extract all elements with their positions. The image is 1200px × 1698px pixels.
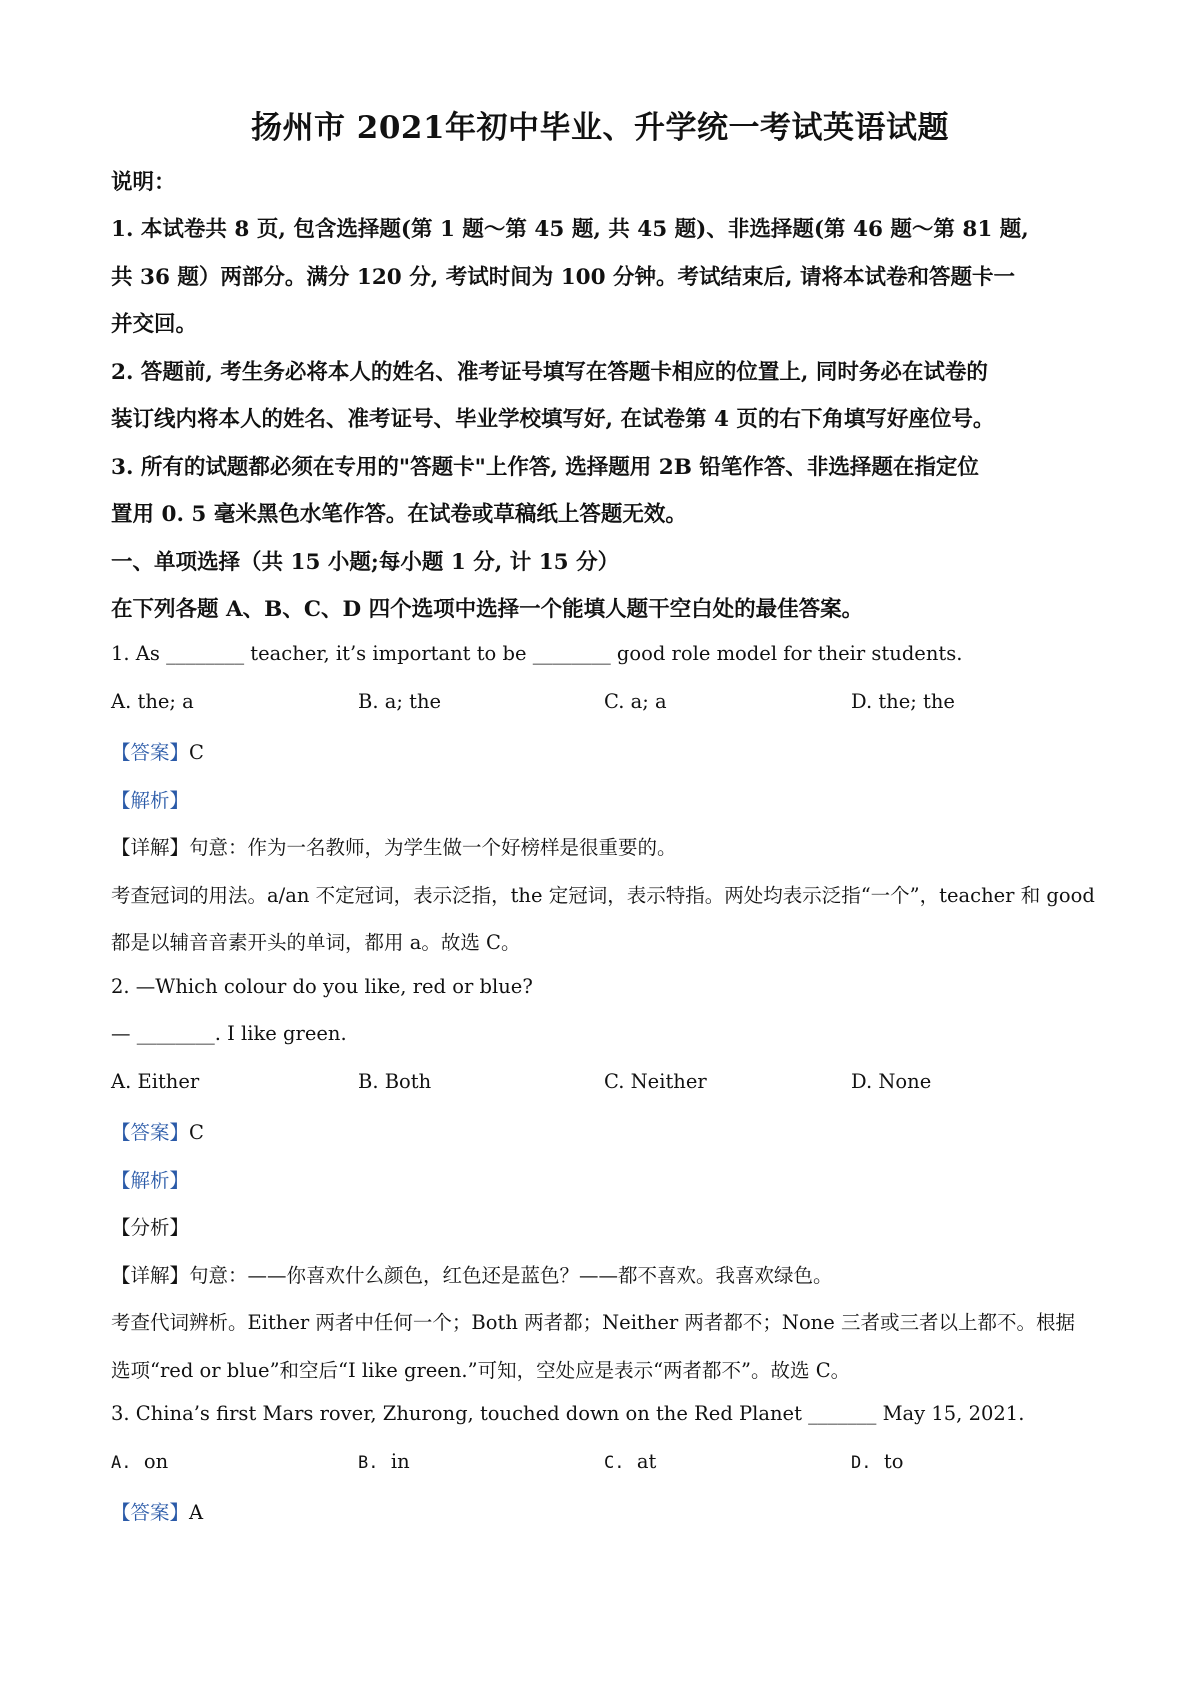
q2-fenxi: 【分析】 <box>111 1216 190 1239</box>
instruction-line: 置用 0. 5 毫米黑色水笔作答。在试卷或草稿纸上答题无效。 <box>111 502 687 527</box>
option-text: on <box>143 1450 169 1473</box>
q2-option-d: D. None <box>851 1070 932 1093</box>
q2-answer <box>111 1117 204 1145</box>
q2-option-b: B. Both <box>358 1070 432 1093</box>
instructions-heading: 说明： <box>111 170 176 195</box>
q2-explanation: 选项“red or blue”和空后“I like green.”可知，空处应是表示“两者都不”。故选 C。 <box>111 1359 851 1382</box>
q1-option-d: D. the; the <box>851 690 955 713</box>
q1-option-a: A. the; a <box>111 690 194 713</box>
q1-option-c: C. a; a <box>604 690 667 713</box>
q2-analysis-tag: 【解析】 <box>111 1169 190 1192</box>
section-direction: 在下列各题 A、B、C、D 四个选项中选择一个能填人题干空白处的最佳答案。 <box>111 597 864 622</box>
q1-analysis-tag: 【解析】 <box>111 789 190 812</box>
q3-answer <box>111 1497 203 1525</box>
option-letter: A. <box>111 1453 132 1473</box>
instruction-line: 共 36 题）两部分。满分 120 分, 考试时间为 100 分钟。考试结束后, 请将本试卷和答题卡一 <box>111 265 1016 290</box>
answer-value: A <box>189 1501 204 1524</box>
answer-tag: 【答案】 <box>111 1501 190 1524</box>
question-3-stem: 3. China’s first Mars rover, Zhurong, touched down on the Red Planet _______ May 15, 2021. <box>111 1402 1025 1425</box>
question-2-stem: 2. —Which colour do you like, red or blue? <box>111 975 533 998</box>
q2-option-c: C. Neither <box>604 1070 707 1093</box>
option-letter: C. <box>604 1453 625 1473</box>
q1-explanation: 考查冠词的用法。a/an 不定冠词，表示泛指，the 定冠词，表示特指。两处均表示泛指“一个”，teacher 和 good <box>111 884 1095 907</box>
q1-detail: 【详解】句意：作为一名教师，为学生做一个好榜样是很重要的。 <box>111 836 677 859</box>
option-text: to <box>883 1450 904 1473</box>
option-letter: D. <box>851 1453 872 1473</box>
q3-option-b <box>358 1450 410 1473</box>
option-text: at <box>636 1450 657 1473</box>
answer-value: C <box>189 741 204 764</box>
instruction-line: 3. 所有的试题都必须在专用的"答题卡"上作答, 选择题用 2B 铅笔作答、非选择题在指定位 <box>111 455 979 480</box>
q2-detail: 【详解】句意：——你喜欢什么颜色，红色还是蓝色？——都不喜欢。我喜欢绿色。 <box>111 1264 833 1287</box>
page-title: 扬州市 2021年初中毕业、升学统一考试英语试题 <box>250 110 950 146</box>
instruction-line: 1. 本试卷共 8 页, 包含选择题(第 1 题～第 45 题, 共 45 题)、非选择题(第 46 题～第 81 题, <box>111 217 1029 242</box>
instruction-line: 装订线内将本人的姓名、准考证号、毕业学校填写好, 在试卷第 4 页的右下角填写好座位号。 <box>111 407 995 432</box>
q1-answer <box>111 737 204 765</box>
instruction-line: 2. 答题前, 考生务必将本人的姓名、准考证号填写在答题卡相应的位置上, 同时务必在试卷的 <box>111 360 988 385</box>
section-heading: 一、单项选择（共 15 小题;每小题 1 分, 计 15 分） <box>111 550 620 575</box>
option-letter: B. <box>358 1453 379 1473</box>
q1-explanation: 都是以辅音音素开头的单词，都用 a。故选 C。 <box>111 931 521 954</box>
q2-explanation: 考查代词辨析。Either 两者中任何一个；Both 两者都；Neither 两者都不；None 三者或三者以上都不。根据 <box>111 1311 1075 1334</box>
option-text: in <box>390 1450 410 1473</box>
answer-tag: 【答案】 <box>111 1121 190 1144</box>
q1-option-b: B. a; the <box>358 690 442 713</box>
question-1-stem: 1. As ________ teacher, it’s important to be ________ good role model for their students. <box>111 642 963 665</box>
instruction-line: 并交回。 <box>111 312 198 337</box>
q2-option-a: A. Either <box>111 1070 200 1093</box>
q3-option-c <box>604 1450 656 1473</box>
answer-value: C <box>189 1121 204 1144</box>
q3-option-a <box>111 1450 168 1473</box>
q3-option-d <box>851 1450 903 1473</box>
question-2-stem-reply: — ________. I like green. <box>111 1022 347 1045</box>
answer-tag: 【答案】 <box>111 741 190 764</box>
